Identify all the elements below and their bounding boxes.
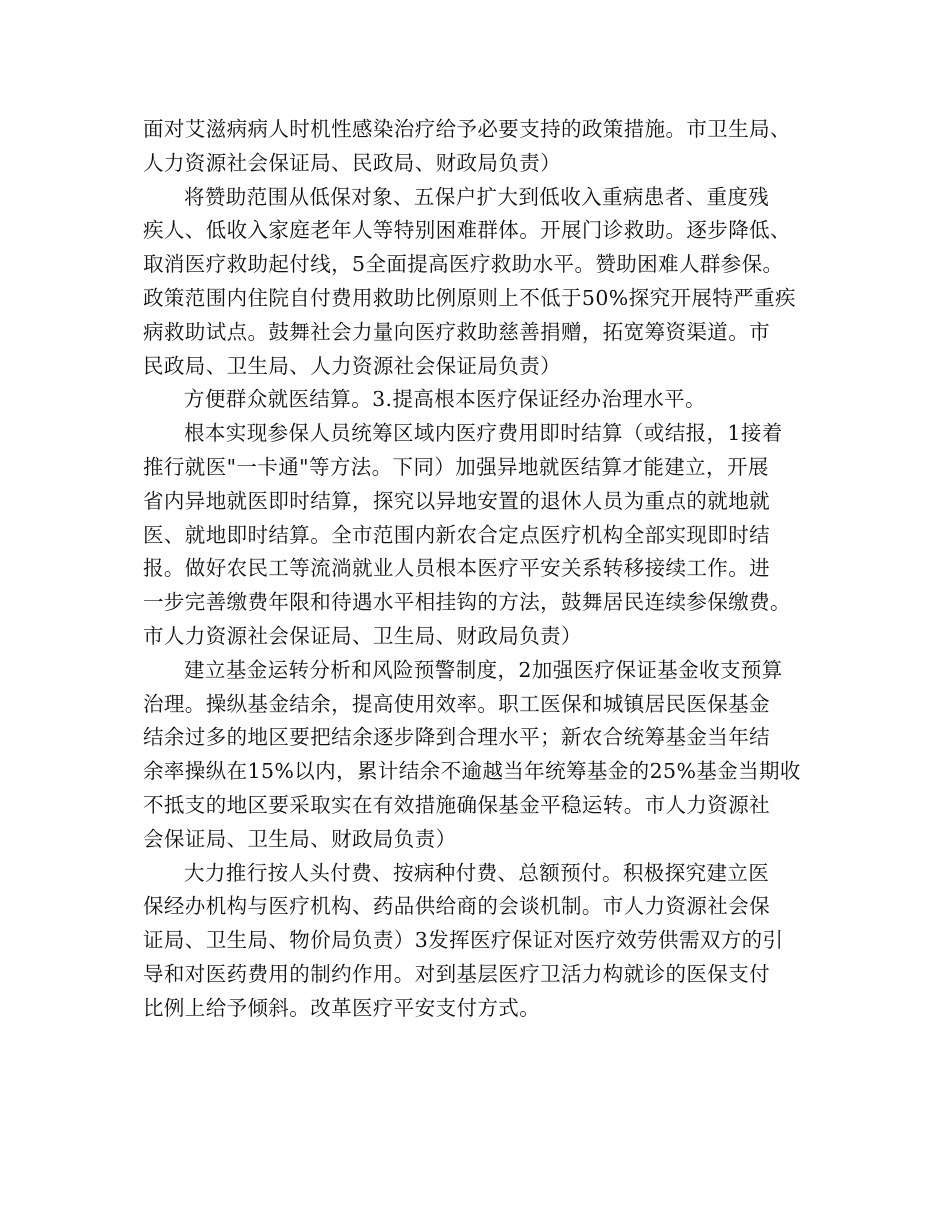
text-line: 人力资源社会保证局、民政局、财政局负责）	[143, 150, 561, 175]
text-line: 会保证局、卫生局、财政局负责）	[143, 826, 457, 851]
text-line: 疾人、低收入家庭老年人等特别困难群体。开展门诊救助。逐步降低、	[143, 218, 791, 243]
text-line: 推行就医"一卡通"等方法。下同）加强异地就医结算才能建立，开展	[143, 454, 769, 479]
text-line: 比例上给予倾斜。改革医疗平安支付方式。	[143, 995, 541, 1020]
text-line: 导和对医药费用的制约作用。对到基层医疗卫活力构就诊的医保支付	[143, 961, 770, 986]
text-line: 证局、卫生局、物价局负责）3发挥医疗保证对医疗效劳供需双方的引	[143, 928, 784, 953]
text-line: 治理。操纵基金结余，提高使用效率。职工医保和城镇居民医保基金	[143, 691, 770, 716]
text-line: 市人力资源社会保证局、卫生局、财政局负责）	[143, 623, 582, 648]
text-line: 余率操纵在15%以内，累计结余不逾越当年统筹基金的25%基金当期收	[143, 759, 801, 784]
paragraph-first-line: 根本实现参保人员统筹区域内医疗费用即时结算（或结报，1接着	[184, 421, 783, 446]
paragraph-first-line: 将赞助范围从低保对象、五保户扩大到低收入重病患者、重度残	[184, 184, 770, 209]
text-line: 民政局、卫生局、人力资源社会保证局负责）	[143, 353, 561, 378]
text-line: 不抵支的地区要采取实在有效措施确保基金平稳运转。市人力资源社	[143, 792, 770, 817]
text-line: 医、就地即时结算。全市范围内新农合定点医疗机构全部实现即时结	[143, 522, 770, 547]
paragraph-first-line: 方便群众就医结算。3.提高根本医疗保证经办治理水平。	[184, 387, 706, 412]
text-line: 政策范围内住院自付费用救助比例原则上不低于50%探究开展特严重疾	[143, 285, 796, 310]
document-body	[143, 113, 823, 1026]
text-line: 面对艾滋病病人时机性感染治疗给予必要支持的政策措施。市卫生局、	[143, 117, 791, 141]
text-line: 省内异地就医即时结算，探究以异地安置的退休人员为重点的就地就	[143, 488, 770, 513]
text-line: 取消医疗救助起付线，5全面提高医疗救助水平。赞助困难人群参保。	[143, 252, 784, 277]
text-line: 报。做好农民工等流淌就业人员根本医疗平安关系转移接续工作。进	[143, 556, 770, 581]
paragraph-first-line: 大力推行按人头付费、按病种付费、总额预付。积极探究建立医	[184, 860, 770, 885]
text-line: 一步完善缴费年限和待遇水平相挂钩的方法，鼓舞居民连续参保缴费。	[143, 590, 791, 615]
text-line: 结余过多的地区要把结余逐步降到合理水平；新农合统筹基金当年结	[143, 725, 770, 750]
text-line: 病救助试点。鼓舞社会力量向医疗救助慈善捐赠，拓宽筹资渠道。市	[143, 319, 770, 344]
text-line: 保经办机构与医疗机构、药品供给商的会谈机制。市人力资源社会保	[143, 894, 770, 919]
paragraph-first-line: 建立基金运转分析和风险预警制度，2加强医疗保证基金收支预算	[184, 657, 783, 682]
